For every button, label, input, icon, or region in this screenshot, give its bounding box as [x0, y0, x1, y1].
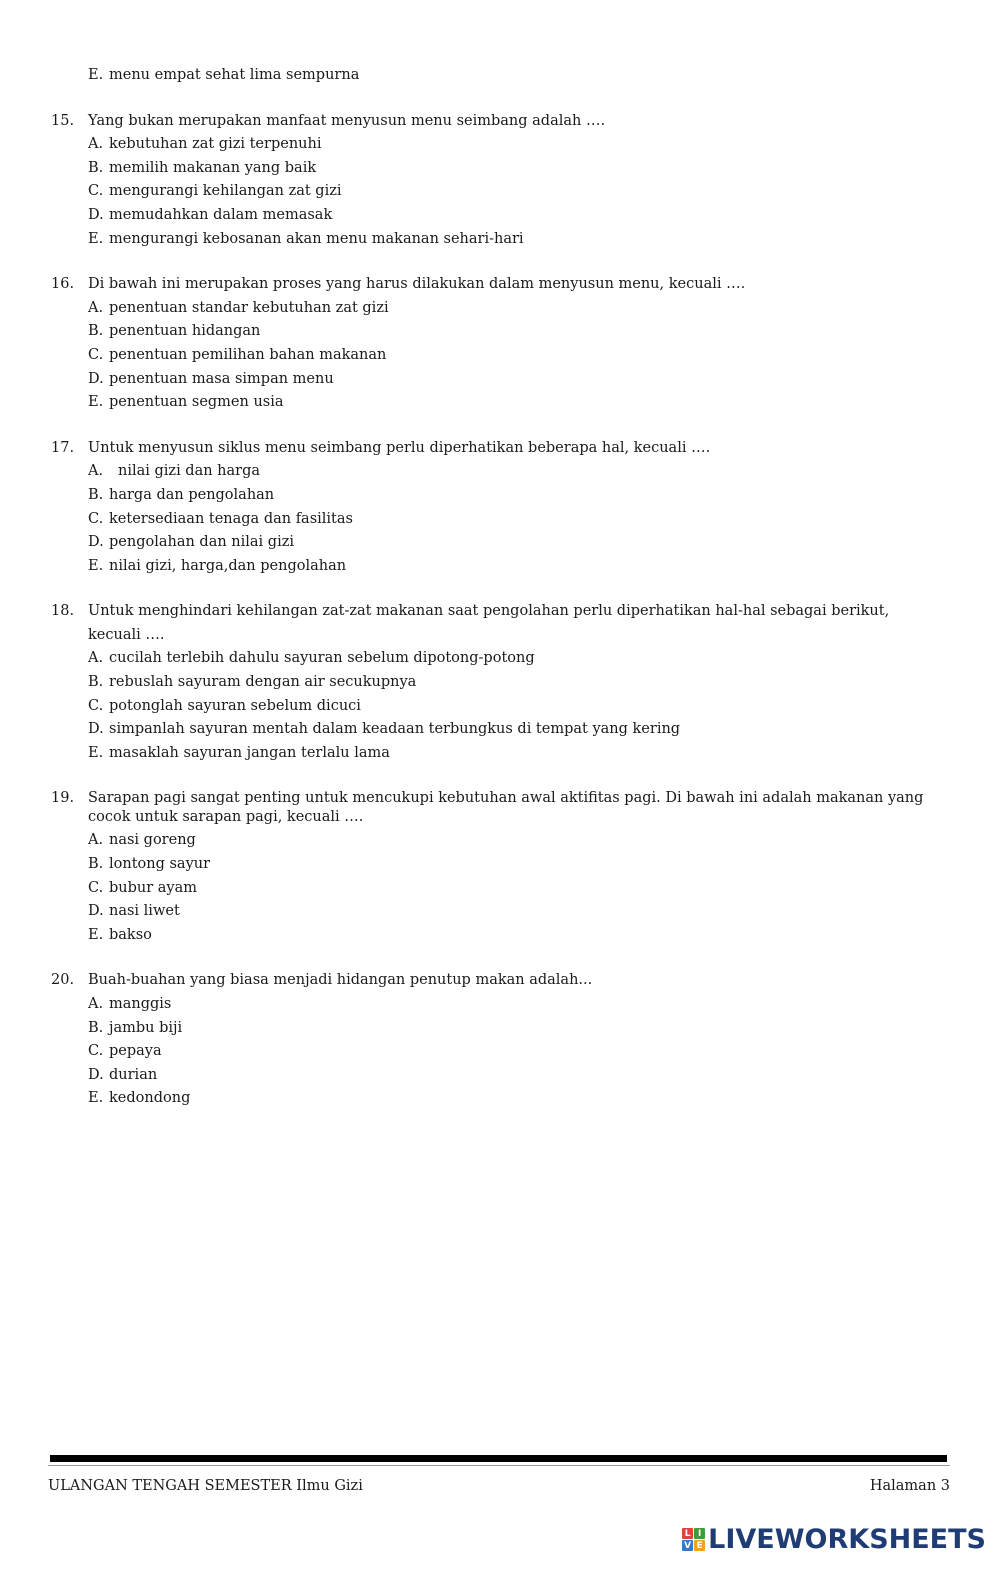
option-letter: E.	[88, 230, 104, 247]
question-17	[0, 437, 1000, 579]
option-letter: B.	[88, 1019, 104, 1036]
option-text: nilai gizi, harga,dan pengolahan	[109, 557, 347, 574]
option-text: nasi liwet	[109, 903, 180, 920]
question-18	[0, 600, 1000, 765]
question-19	[0, 787, 1000, 947]
option-letter: D.	[88, 721, 104, 738]
logo-tile-v: V	[682, 1540, 693, 1551]
option-letter: C.	[88, 879, 104, 896]
option-letter: D.	[88, 1066, 104, 1083]
option-d	[0, 204, 1000, 228]
option-letter: B.	[88, 674, 104, 691]
option-text: memudahkan dalam memasak	[109, 206, 333, 223]
option-text: cucilah terlebih dahulu sayuran sebelum dipotong-potong	[109, 650, 535, 667]
option-letter: A.	[88, 463, 104, 480]
option-b	[0, 1017, 1000, 1041]
option-d	[0, 531, 1000, 555]
question-number: 20.	[51, 972, 75, 989]
option-letter: A.	[88, 650, 104, 667]
option-letter: A.	[88, 996, 104, 1012]
question-text: Untuk menghindari kehilangan zat-zat makanan saat pengolahan perlu diperhatikan hal-hal sebagai berikut, kecuali ….	[88, 603, 890, 643]
option-letter: E.	[88, 926, 104, 943]
option-letter: B.	[88, 856, 104, 873]
option-letter: D.	[88, 903, 104, 920]
option-c	[0, 1040, 1000, 1064]
option-a	[0, 993, 1000, 1017]
option-letter: D.	[88, 534, 104, 551]
option-e	[0, 391, 1000, 415]
option-letter: C.	[88, 1043, 104, 1060]
option-text: kebutuhan zat gizi terpenuhi	[109, 136, 322, 153]
option-e	[0, 228, 1000, 252]
option-b	[0, 157, 1000, 181]
option-b	[0, 484, 1000, 508]
logo-tile-e: E	[694, 1540, 705, 1551]
option-letter: E.	[88, 1090, 104, 1107]
option-e	[0, 924, 1000, 948]
option-letter: B.	[88, 159, 104, 176]
prev-question-option-e	[0, 64, 1000, 88]
option-letter: C.	[88, 346, 104, 363]
footer-page-number: Halaman 3	[869, 1478, 950, 1494]
option-text: bubur ayam	[109, 879, 198, 896]
option-letter: D.	[88, 370, 104, 387]
option-letter: C.	[88, 183, 104, 200]
footer-thick-divider	[50, 1455, 947, 1462]
question-number: 17.	[51, 439, 75, 456]
option-text: durian	[109, 1066, 158, 1083]
option-c	[0, 877, 1000, 901]
option-letter: A.	[88, 299, 104, 316]
option-e	[0, 742, 1000, 766]
option-letter: E.	[88, 744, 104, 761]
option-letter: E.	[88, 67, 104, 83]
option-letter: B.	[88, 486, 104, 503]
option-c	[0, 695, 1000, 719]
question-list	[0, 64, 1000, 1111]
option-text: penentuan hidangan	[109, 323, 261, 340]
question-text: Yang bukan merupakan manfaat menyusun menu seimbang adalah ….	[88, 112, 606, 129]
option-text: potonglah sayuran sebelum dicuci	[109, 697, 361, 714]
option-text: jambu biji	[109, 1019, 183, 1036]
question-16	[0, 273, 1000, 415]
option-letter: B.	[88, 323, 104, 340]
option-text: pepaya	[109, 1043, 162, 1060]
option-text: pengolahan dan nilai gizi	[109, 534, 295, 551]
question-number: 16.	[51, 276, 75, 293]
option-text: simpanlah sayuran mentah dalam keadaan terbungkus di tempat yang kering	[109, 721, 681, 738]
option-text: harga dan pengolahan	[109, 486, 275, 503]
option-text: bakso	[109, 926, 152, 943]
option-text: masaklah sayuran jangan terlalu lama	[109, 744, 390, 761]
option-b	[0, 671, 1000, 695]
option-d	[0, 1064, 1000, 1088]
question-text: Di bawah ini merupakan proses yang harus dilakukan dalam menyusun menu, kecuali ….	[88, 276, 746, 293]
option-a	[0, 829, 1000, 853]
question-text: Buah-buahan yang biasa menjadi hidangan penutup makan adalah...	[88, 972, 593, 989]
option-text: kedondong	[109, 1090, 191, 1107]
option-letter: E.	[88, 557, 104, 574]
option-text: penentuan segmen usia	[109, 394, 284, 411]
option-a	[0, 133, 1000, 157]
option-c	[0, 180, 1000, 204]
question-number: 15.	[51, 112, 75, 129]
option-text: mengurangi kebosanan akan menu makanan sehari-hari	[109, 230, 524, 247]
question-number: 19.	[51, 790, 75, 807]
question-text: Sarapan pagi sangat penting untuk mencukupi kebutuhan awal aktifitas pagi. Di bawah ini adalah makanan yang cocok untuk sarapan pagi, kecuali ….	[88, 790, 924, 825]
option-text: penentuan standar kebutuhan zat gizi	[109, 299, 389, 316]
option-a	[0, 297, 1000, 321]
option-text: nasi goreng	[109, 832, 196, 849]
liveworksheets-logo[interactable]	[682, 1524, 986, 1555]
option-c	[0, 344, 1000, 368]
option-a	[0, 460, 1000, 484]
option-b	[0, 853, 1000, 877]
option-text: penentuan masa simpan menu	[109, 370, 334, 387]
option-c	[0, 508, 1000, 532]
option-b	[0, 320, 1000, 344]
question-15	[0, 110, 1000, 252]
option-e	[0, 555, 1000, 579]
liveworksheets-logo-icon	[682, 1528, 705, 1551]
question-text: Untuk menyusun siklus menu seimbang perlu diperhatikan beberapa hal, kecuali ….	[88, 439, 711, 456]
option-text: penentuan pemilihan bahan makanan	[109, 346, 387, 363]
option-d	[0, 368, 1000, 392]
logo-tile-i: I	[694, 1528, 705, 1539]
option-letter: A.	[88, 136, 104, 153]
option-text: lontong sayur	[109, 856, 211, 873]
option-text: nilai gizi dan harga	[118, 463, 261, 480]
question-number: 18.	[51, 603, 75, 620]
option-text: rebuslah sayuram dengan air secukupnya	[109, 674, 417, 691]
option-a	[0, 647, 1000, 671]
footer-title: ULANGAN TENGAH SEMESTER Ilmu Gizi	[48, 1478, 363, 1494]
footer-thin-divider	[48, 1465, 950, 1466]
option-text: mengurangi kehilangan zat gizi	[109, 183, 342, 200]
option-letter: D.	[88, 206, 104, 223]
option-letter: A.	[88, 832, 104, 849]
option-letter: C.	[88, 697, 104, 714]
logo-tile-l: L	[682, 1528, 693, 1539]
option-text: ketersediaan tenaga dan fasilitas	[109, 510, 353, 527]
option-d	[0, 718, 1000, 742]
option-text: manggis	[109, 996, 172, 1012]
liveworksheets-wordmark: LIVEWORKSHEETS	[708, 1524, 986, 1555]
option-e	[0, 1087, 1000, 1111]
option-d	[0, 900, 1000, 924]
option-text: menu empat sehat lima sempurna	[109, 67, 360, 83]
option-letter: E.	[88, 394, 104, 411]
option-text: memilih makanan yang baik	[109, 159, 317, 176]
option-letter: C.	[88, 510, 104, 527]
question-20	[0, 969, 1000, 1111]
